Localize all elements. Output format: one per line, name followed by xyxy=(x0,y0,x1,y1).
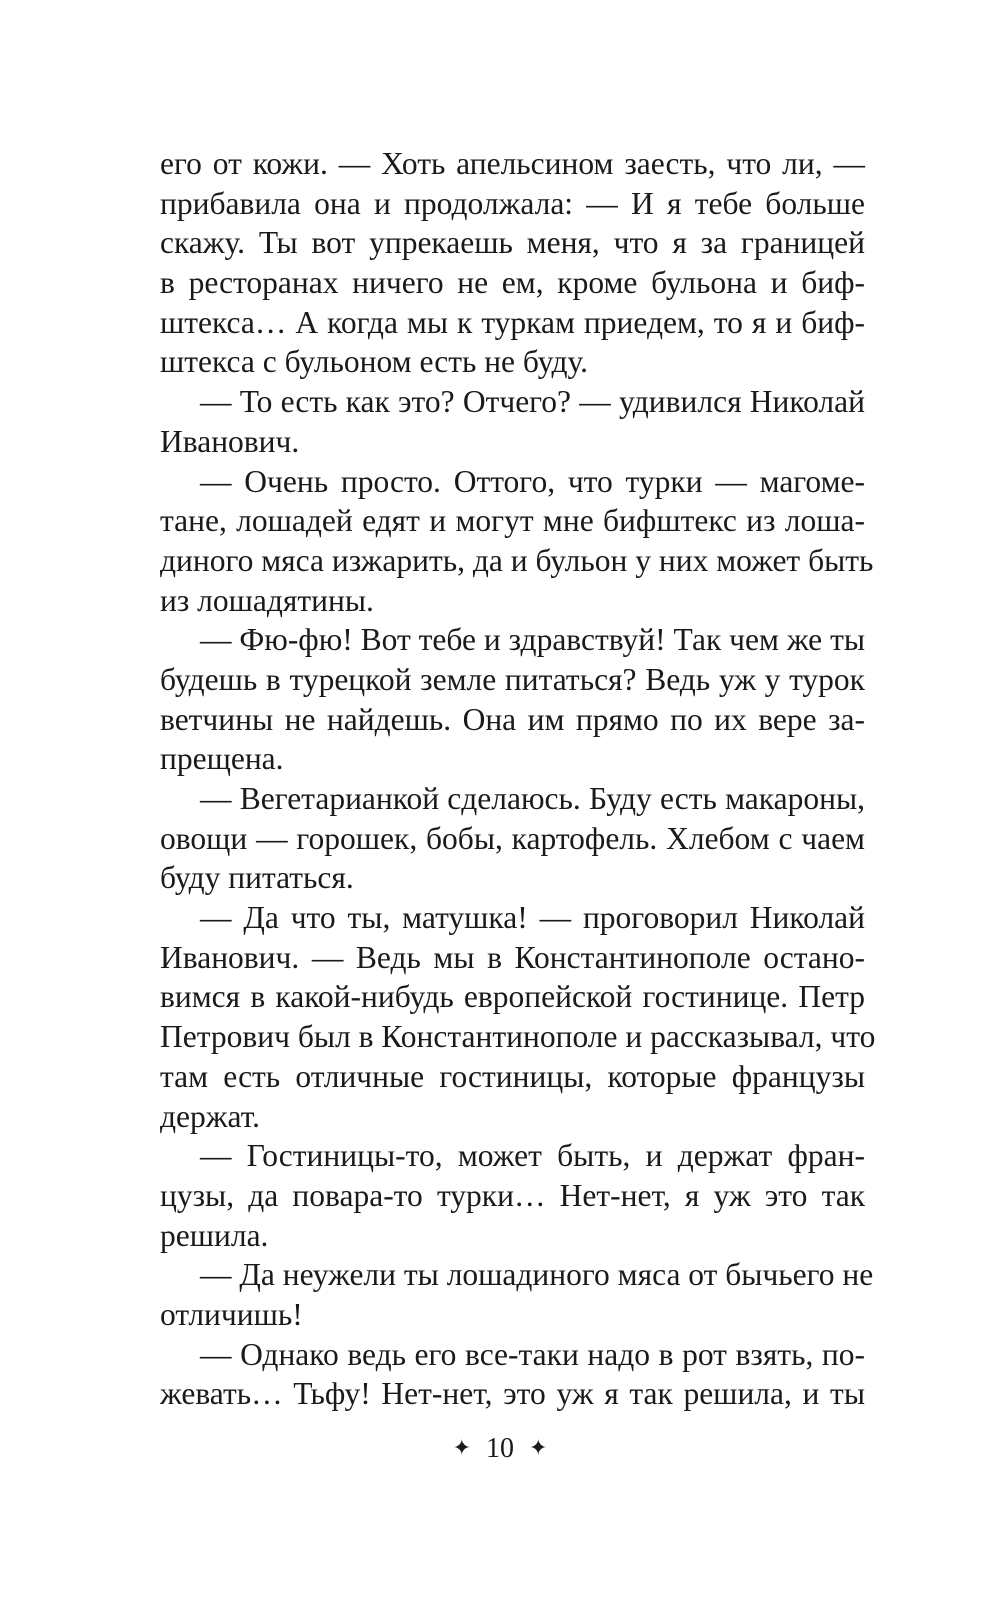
text-line: — То есть как это? Отчего? — удивился Николай xyxy=(200,384,865,420)
text-line: тане, лошадей едят и могут мне бифштекс из лоша- xyxy=(160,503,865,539)
text-line: там есть отличные гостиницы, которые французы xyxy=(160,1058,865,1094)
text-line: Иванович. — Ведь мы в Константинополе остано- xyxy=(160,939,865,975)
text-line: его от кожи. — Хоть апельсином заесть, что ли, — xyxy=(160,146,865,181)
text-line: ветчины не найдешь. Она им прямо по их вере за- xyxy=(160,701,865,737)
text-line: вимся в какой-нибудь европейской гостинице. Петр xyxy=(160,979,865,1015)
page-number-footer xyxy=(0,1428,1000,1469)
page-number: 10 xyxy=(486,1433,514,1464)
right-ornament-icon: ✦ xyxy=(529,1435,548,1460)
text-line: прещена. xyxy=(160,741,284,777)
text-line: скажу. Ты вот упрекаешь меня, что я за границей xyxy=(160,225,865,261)
text-line: решила. xyxy=(160,1217,269,1253)
text-line: держат. xyxy=(160,1098,260,1134)
text-line: — Да что ты, матушка! — проговорил Николай xyxy=(200,900,865,936)
text-line: в ресторанах ничего не ем, кроме бульона и биф- xyxy=(160,265,865,301)
text-line: — Да неужели ты лошадиного мяса от бычьего не xyxy=(200,1257,874,1293)
text-line: — Гостиницы-то, может быть, и держат фран- xyxy=(200,1138,865,1174)
left-ornament-icon: ✦ xyxy=(452,1435,471,1460)
text-line: — Фю-фю! Вот тебе и здравствуй! Так чем же ты xyxy=(200,622,865,658)
body-text xyxy=(160,144,876,1414)
text-line: — Вегетарианкой сделаюсь. Буду есть макароны, xyxy=(200,781,865,816)
text-line: Иванович. xyxy=(160,423,300,459)
text-line: из лошадятины. xyxy=(160,582,374,618)
text-line: цузы, да повара-то турки… Нет-нет, я уж это так xyxy=(160,1177,865,1213)
text-line: прибавила она и продолжала: — И я тебе больше xyxy=(160,185,865,221)
text-line: штекса… А когда мы к туркам приедем, то я и биф- xyxy=(160,304,865,340)
text-line: жевать… Тьфу! Нет-нет, это уж я так решила, и ты xyxy=(160,1376,865,1412)
text-line: отличишь! xyxy=(160,1296,303,1332)
text-line: — Очень просто. Оттого, что турки — магоме- xyxy=(200,463,865,499)
text-line: будешь в турецкой земле питаться? Ведь уж у турок xyxy=(160,661,865,697)
text-line: Петрович был в Константинополе и рассказывал, что xyxy=(160,1019,876,1055)
text-line: овощи — горошек, бобы, картофель. Хлебом с чаем xyxy=(160,820,865,856)
text-line: штекса с бульоном есть не буду. xyxy=(160,344,589,380)
text-line: буду питаться. xyxy=(160,860,354,896)
text-line: — Однако ведь его все-таки надо в рот взять, по- xyxy=(200,1336,865,1372)
text-line: диного мяса изжарить, да и бульон у них может быть xyxy=(160,542,874,578)
